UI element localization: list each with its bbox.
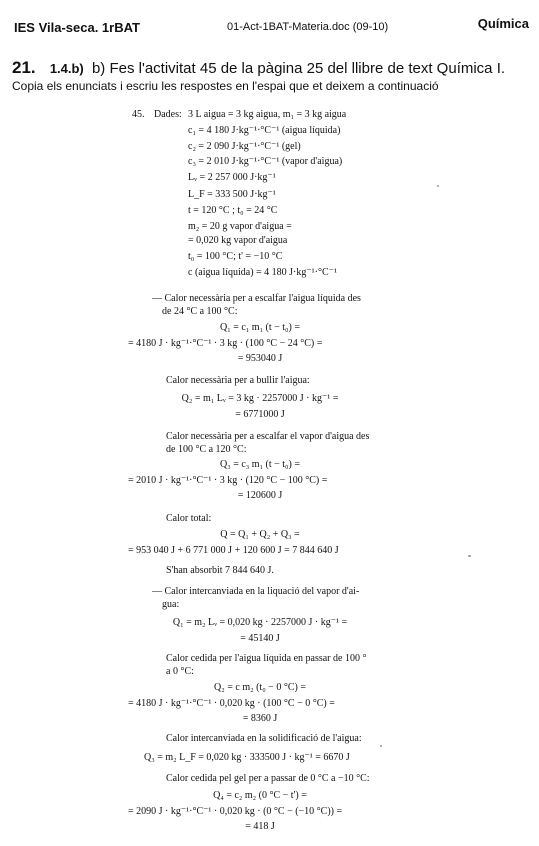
part2-intro: gua: xyxy=(162,599,180,610)
solidify-title: Calor intercanviada en la solidificació de l'aigua: xyxy=(166,733,362,744)
exercise-statement xyxy=(12,58,532,93)
q1-calculation: = 4180 J · kg⁻¹·°C⁻¹ · 3 kg · (100 °C − 24 °C) = xyxy=(128,338,323,349)
data-line: c₃ = 2 010 J·kg⁻¹·°C⁻¹ (vapor d'aigua) xyxy=(188,156,343,167)
q4-calculation: = 2090 J · kg⁻¹·°C⁻¹ · 0,020 kg · (0 °C − (−10 °C)) = xyxy=(128,806,343,817)
exercise-number: 21. xyxy=(12,58,36,77)
total-formula: Q = Q₁ + Q₂ + Q₃ = xyxy=(220,529,300,540)
exercise-reference: 1.4.b) xyxy=(49,61,84,76)
part2-intro: — Calor intercanviada en la liquació del vapor d'ai- xyxy=(152,586,360,597)
q2b-formula: Q₂ = c m₂ (t₀ − 0 °C) = xyxy=(214,682,306,693)
page-header xyxy=(0,16,539,40)
part1-intro: de 24 °C a 100 °C: xyxy=(162,306,238,317)
total-calculation: = 953 040 J + 6 771 000 J + 120 600 J = 7 844 640 J xyxy=(128,545,339,556)
boil-title: Calor necessària per a bullir l'aigua: xyxy=(166,375,310,386)
q1b-formula: Q₁ = m₂ Lᵥ = 0,020 kg · 2257000 J · kg⁻¹ = xyxy=(172,617,348,628)
data-line: t₀ = 100 °C; t' = −10 °C xyxy=(188,251,283,262)
scan-speck xyxy=(380,745,382,747)
school-label: IES Vila-seca. 1rBAT xyxy=(14,20,140,35)
q1-result: = 953040 J xyxy=(237,353,283,364)
ceded-liquid-title: a 0 °C: xyxy=(166,666,194,677)
q2b-calculation: = 4180 J · kg⁻¹·°C⁻¹ · 0,020 kg · (100 °C − 0 °C) = xyxy=(128,698,335,709)
scan-speck xyxy=(468,555,471,557)
q2b-result: = 8360 J xyxy=(242,713,278,724)
q2-result: = 6771000 J xyxy=(235,409,285,420)
data-label: Dades: xyxy=(154,109,182,120)
ice-title: Calor cedida pel gel per a passar de 0 °C a −10 °C: xyxy=(166,773,370,784)
data-line: c₁ = 4 180 J·kg⁻¹·°C⁻¹ (aigua líquida) xyxy=(188,125,341,136)
vapor-title: de 100 °C a 120 °C: xyxy=(166,444,247,455)
data-line: m₂ = 20 g vapor d'aigua = xyxy=(188,221,292,232)
scan-speck xyxy=(437,185,439,187)
data-line: L_F = 333 500 J·kg⁻¹ xyxy=(188,189,276,200)
q4-result: = 418 J xyxy=(245,821,275,832)
data-line: Lᵥ = 2 257 000 J·kg⁻¹ xyxy=(188,172,276,183)
q3b-formula: Q₃ = m₂ L_F = 0,020 kg · 333500 J · kg⁻¹ = 6670 J xyxy=(144,752,350,763)
part1-intro: — Calor necessària per a escalfar l'aigua líquida des xyxy=(152,293,361,304)
q3-result: = 120600 J xyxy=(237,490,283,501)
exercise-instruction: Copia els enunciats i escriu les respostes en l'espai que et deixem a continuació xyxy=(12,79,439,93)
subject-label: Química xyxy=(477,16,529,31)
data-line: c₂ = 2 090 J·kg⁻¹·°C⁻¹ (gel) xyxy=(188,141,301,152)
problem-number: 45. xyxy=(132,109,145,120)
document-filename: 01-Act-1BAT-Materia.doc (09-10) xyxy=(227,21,389,33)
vapor-title: Calor necessària per a escalfar el vapor d'aigua des xyxy=(166,431,370,442)
q1b-result: = 45140 J xyxy=(240,633,280,644)
data-line: c (aigua líquida) = 4 180 J·kg⁻¹·°C⁻¹ xyxy=(188,267,337,278)
q1-formula: Q₁ = c₁ m₁ (t − t₀) = xyxy=(219,322,301,333)
q3-formula: Q₃ = c₃ m₁ (t − t₀) = xyxy=(219,459,301,470)
ceded-liquid-title: Calor cedida per l'aigua líquida en passar de 100 ° xyxy=(166,653,367,664)
data-line: = 0,020 kg vapor d'aigua xyxy=(188,235,288,246)
total-title: Calor total: xyxy=(166,513,212,524)
q4-formula: Q₄ = c₂ m₂ (0 °C − t') = xyxy=(213,790,307,801)
absorbed-statement: S'han absorbit 7 844 640 J. xyxy=(166,565,274,576)
exercise-text: b) Fes l'activitat 45 de la pàgina 25 del llibre de text Química I. xyxy=(91,60,506,77)
q2-formula: Q₂ = m₁ Lᵥ = 3 kg · 2257000 J · kg⁻¹ = xyxy=(181,393,339,404)
data-line: 3 L aigua = 3 kg aigua, m₁ = 3 kg aigua xyxy=(188,109,347,120)
data-line: t = 120 °C ; t₀ = 24 °C xyxy=(188,205,278,216)
q3-calculation: = 2010 J · kg⁻¹·°C⁻¹ · 3 kg · (120 °C − 100 °C) = xyxy=(128,475,328,486)
